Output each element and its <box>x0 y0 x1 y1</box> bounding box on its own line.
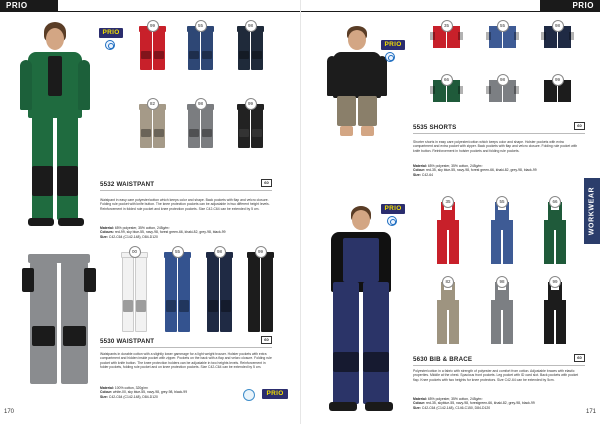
certification-badge-icon <box>243 389 255 401</box>
product-thumb-5530-sky-blue[interactable] <box>164 249 191 332</box>
material-label: Material: <box>413 397 427 401</box>
colours-label: Colour: <box>413 168 426 173</box>
product-description-5535: Shorter shorts in easy care polyester/cotton which keeps color and shape. Holster pockets with extra compartment and extra pocket with zipper. Back pockets with flap and velcro closure. Folding rule pocket with knife button. Reinforcement in holster pockets and folding rule pockets. <box>413 140 578 153</box>
product-thumb-5532-black[interactable] <box>237 101 264 148</box>
model-photo-5532 <box>18 20 93 230</box>
brand-label: PRIO <box>6 1 28 10</box>
wash-60-icon: 60 <box>261 179 272 187</box>
product-thumb-5630-grey[interactable] <box>491 279 513 344</box>
prio-logo <box>381 204 405 214</box>
color-code-badge: 66 <box>549 196 561 208</box>
product-specs-5535 <box>413 164 583 177</box>
product-thumb-5535-red[interactable] <box>433 23 460 48</box>
material-label: Material: <box>100 386 114 390</box>
product-thumb-5530-black[interactable] <box>247 249 274 332</box>
colours-value: red-99, sky blue-55, navy-98, forest green-66, khaki-82, grey-98, black-99 <box>114 230 226 235</box>
product-specs-5532 <box>100 226 272 239</box>
size-label: Size: <box>100 394 108 399</box>
color-code-badge: 55 <box>172 246 184 258</box>
page-number: 171 <box>585 409 596 415</box>
color-code-badge: 35 <box>442 196 454 208</box>
colours-label: Colour: <box>413 401 426 406</box>
model-photo-5630 <box>323 206 399 412</box>
product-description-5630: Polyester/cotton in a fabric with strength of polyester and comfort from cotton. Adjustable braces with elastic properties. Middle at the chest. Spacious front pockets. Leg pocket with ID card slot. Back pockets with pocket flap. Knee pockets with two heights for knee protectors. Size C42-64 can be extended by 5cm. <box>413 369 579 382</box>
product-thumb-5630-red[interactable] <box>437 199 459 264</box>
product-thumb-5535-black[interactable] <box>544 77 571 102</box>
product-thumb-5532-red[interactable] <box>139 23 166 70</box>
product-title: 5530 WAISTPANT <box>100 338 155 345</box>
product-thumb-5532-navy[interactable] <box>237 23 264 70</box>
product-thumb-5530-navy[interactable] <box>206 249 233 332</box>
product-photo-5530-grey <box>28 254 90 384</box>
size-label: Size: <box>413 172 421 177</box>
prio-logo-text: PRIO <box>384 205 402 212</box>
prio-logo-text: PRIO <box>102 29 120 36</box>
colours-value: white-00, sky blue-55, navy-98, grey-98, black-99 <box>113 390 188 395</box>
product-title-row-5532 <box>100 181 272 191</box>
color-code-badge: 98 <box>214 246 226 258</box>
product-title: 5532 WAISTPANT <box>100 181 155 188</box>
brand-bar <box>540 0 600 12</box>
wash-60-icon: 60 <box>574 354 585 362</box>
color-code-badge: 66 <box>441 74 453 86</box>
certification-badge-icon <box>387 216 397 226</box>
wash-60-icon: 60 <box>574 122 585 130</box>
product-thumb-5630-khaki[interactable] <box>437 279 459 344</box>
size-label: Size: <box>100 234 108 239</box>
product-thumb-5530-white[interactable] <box>121 249 148 332</box>
section-tab-workwear[interactable] <box>584 178 600 244</box>
colours-label: Colours: <box>100 230 114 235</box>
colours-label: Colour: <box>100 390 113 395</box>
product-description-5532: Waistpant in easy care polyester/cotton which keeps color and shape. Back pockets with flap and velcro closure. Folding rule pocket with knife button. The knee protection pockets can be adjustable in two different height levels. Reinforcement in folded rule pocket and knee protection pockets. Size C42-C64 can be extended by 5 cm. <box>100 198 270 211</box>
color-code-badge: 35 <box>441 20 453 32</box>
product-thumb-5532-grey[interactable] <box>187 101 214 148</box>
color-code-badge: 82 <box>442 276 454 288</box>
product-description-5530: Waistpants in durable cotton with a slightly lower gammage for a light weight trouser. Holster pockets with extra compartment and hidden inside pocket with zipper. Pockets on the back with a flap and velcro closure. Folding rule pocket with knife button. The knee protection holders can be adjustable in two heights levels. Reinforcement in folder pockets, folding rule pocket and on knee protection pockets. Size C42-C64 can be extended by 5 cm. <box>100 352 272 370</box>
product-specs-5530 <box>100 386 234 399</box>
size-value: C42-C64 (C142-148), C146-C150, D84-D120 <box>421 405 491 410</box>
model-photo-5535 <box>327 26 387 136</box>
material-value: 65% polyester, 35% cotton, 245g/m² <box>114 226 170 230</box>
color-code-badge: 99 <box>549 276 561 288</box>
product-title-row-5630 <box>413 356 585 366</box>
product-thumb-5535-sky-blue[interactable] <box>489 23 516 48</box>
header-rule <box>301 11 541 12</box>
product-title: 5630 BIB & BRACE <box>413 356 473 363</box>
product-thumb-5535-grey[interactable] <box>489 77 516 102</box>
prio-logo-text: PRIO <box>384 41 402 48</box>
color-code-badge: 55 <box>496 196 508 208</box>
color-code-badge: 98 <box>497 74 509 86</box>
product-thumb-5630-black[interactable] <box>544 279 566 344</box>
product-thumb-5630-sky-blue[interactable] <box>491 199 513 264</box>
color-code-badge: 98 <box>496 276 508 288</box>
product-title: 5535 SHORTS <box>413 124 457 131</box>
product-thumb-5532-sky-blue[interactable] <box>187 23 214 70</box>
color-code-badge: 00 <box>129 246 141 258</box>
wash-60-icon: 60 <box>261 336 272 344</box>
colours-value: red-35, sky blue-55, navy-98, forest green-66, khaki-82, grey-98, black-99 <box>426 168 537 173</box>
certification-badge-icon <box>105 40 115 50</box>
color-code-badge: 99 <box>552 74 564 86</box>
certification-badge-icon <box>385 52 395 62</box>
color-code-badge: 55 <box>195 20 207 32</box>
size-value: C42-64 <box>421 172 433 177</box>
size-label: Size: <box>413 405 421 410</box>
color-code-badge: 99 <box>255 246 267 258</box>
material-value: 65% polyester, 35% cotton, 245g/m² <box>427 164 483 168</box>
product-specs-5630 <box>413 397 583 410</box>
product-thumb-5535-navy[interactable] <box>544 23 571 48</box>
color-code-badge: 98 <box>245 20 257 32</box>
brand-label: PRIO <box>572 1 594 10</box>
brand-bar <box>0 0 58 12</box>
product-thumb-5535-forest-green[interactable] <box>433 77 460 102</box>
product-thumb-5532-khaki[interactable] <box>139 101 166 148</box>
prio-logo <box>381 40 405 50</box>
prio-logo <box>99 28 123 38</box>
color-code-badge: 99 <box>245 98 257 110</box>
size-value: C42-C64 (C142-148), D84-D120 <box>108 234 158 239</box>
size-value: C42-C64 (C142-148), D84-D120 <box>108 394 158 399</box>
product-thumb-5630-forest-green[interactable] <box>544 199 566 264</box>
material-label: Material: <box>413 164 427 168</box>
material-label: Material: <box>100 226 114 230</box>
color-code-badge: 99 <box>147 20 159 32</box>
color-code-badge: 55 <box>497 20 509 32</box>
section-tab-label: WORKWEAR <box>588 186 596 236</box>
material-value: 65% polyester, 35% cotton, 245g/m² <box>427 397 483 401</box>
product-title-row-5535 <box>413 124 585 134</box>
prio-logo-text: PRIO <box>266 390 284 397</box>
product-title-row-5530 <box>100 338 272 348</box>
color-code-badge: 98 <box>195 98 207 110</box>
header-rule <box>58 11 300 12</box>
page-number: 170 <box>4 409 15 415</box>
prio-logo <box>262 389 288 399</box>
right-page <box>300 0 600 424</box>
material-value: 100% cotton, 320g/m² <box>114 386 149 390</box>
colours-value: red-35, skyblue-55, navy-98, forestgreen-66, khaki-82, grey-98, black-99 <box>426 401 535 406</box>
color-code-badge: 98 <box>552 20 564 32</box>
color-code-badge: 82 <box>147 98 159 110</box>
